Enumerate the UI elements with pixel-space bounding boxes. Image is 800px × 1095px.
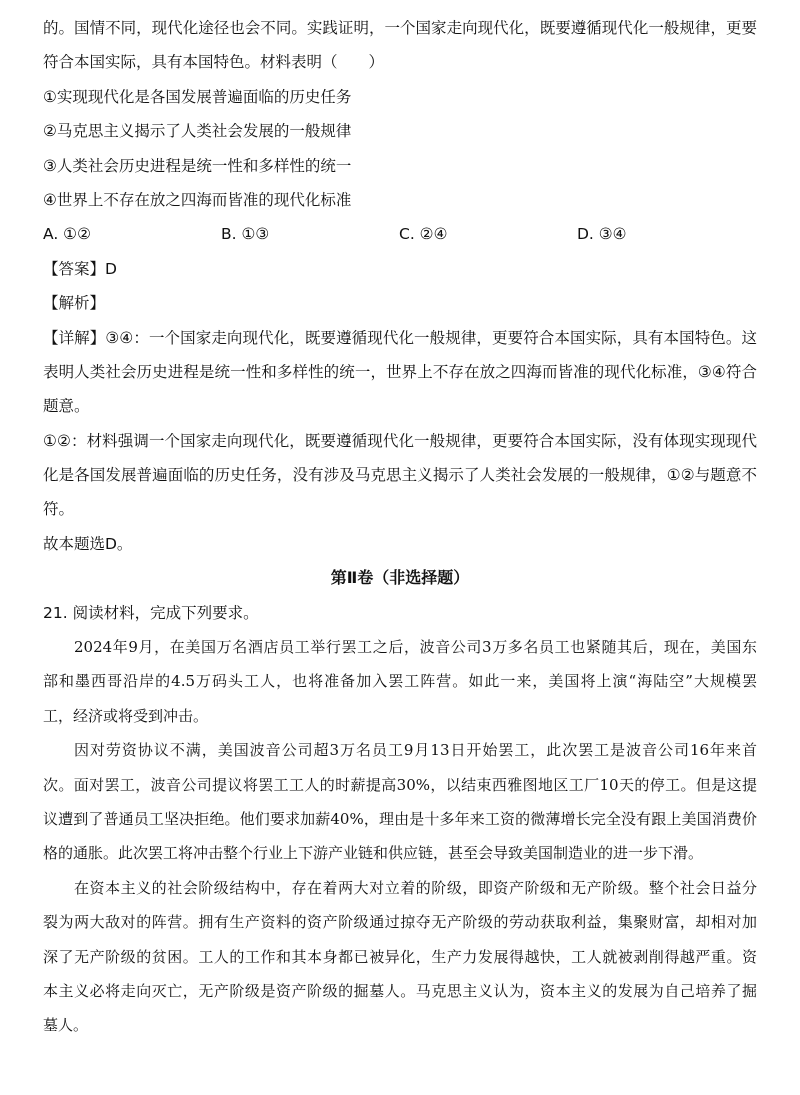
option-c: C. ②④ <box>399 225 448 244</box>
statement-4: ④世界上不存在放之四海而皆准的现代化标准 <box>43 190 352 209</box>
material-line: 墓人。 <box>43 1016 89 1035</box>
document-page <box>43 11 757 1043</box>
material-paragraph-1 <box>43 630 757 733</box>
option-d: D. ③④ <box>577 225 627 244</box>
statement-3: ③人类社会历史进程是统一性和多样性的统一 <box>43 156 352 175</box>
material-line: 工，经济或将受到冲击。 <box>43 706 209 725</box>
material-paragraph-2 <box>43 733 757 871</box>
material-line: 在资本主义的社会阶级结构中，存在着两大对立着的阶级，即资产阶级和无产阶级。整个社会日益分 <box>74 878 757 897</box>
statement-2: ②马克思主义揭示了人类社会发展的一般规律 <box>43 122 352 141</box>
analysis-label: 【解析】 <box>43 294 106 313</box>
material-line: 本主义必将走向灭亡，无产阶级是资产阶级的掘墓人。马克思主义认为，资本主义的发展为自己培养了掘 <box>43 981 757 1000</box>
material-line: 因对劳资协议不满，美国波音公司超3万名员工9月13日开始罢工，此次罢工是波音公司16年来首 <box>74 741 757 760</box>
question-stem-line: 符合本国实际，具有本国特色。材料表明（ ） <box>43 53 385 72</box>
detail-line: 符。 <box>43 500 75 519</box>
detail-line: 故本题选D。 <box>43 534 133 553</box>
detail-line: 【详解】③④：一个国家走向现代化，既要遵循现代化一般规律，更要符合本国实际，具有本国特色。这 <box>43 328 757 347</box>
material-paragraph-3 <box>43 871 757 1043</box>
statement-1: ①实现现代化是各国发展普遍面临的历史任务 <box>43 87 352 106</box>
material-line: 格的通胀。此次罢工将冲击整个行业上下游产业链和供应链，甚至会导致美国制造业的进一步下滑。 <box>43 844 704 863</box>
material-line: 深了无产阶级的贫困。工人的工作和其本身都已被异化，生产力发展得越快，工人就被剥削得越严重。资 <box>43 947 757 966</box>
material-line: 裂为两大敌对的阵营。拥有生产资料的资产阶级通过掠夺无产阶级的劳动获取利益，集聚财富，却相对加 <box>43 913 757 932</box>
detail-line: ①②：材料强调一个国家走向现代化，既要遵循现代化一般规律，更要符合本国实际，没有体现实现现代 <box>43 431 757 450</box>
option-a: A. ①② <box>43 225 91 244</box>
material-line: 议遭到了普通员工坚决拒绝。他们要求加薪40%，理由是十多年来工资的微薄增长完全没有跟上美国消费价 <box>43 809 757 828</box>
material-line: 次。面对罢工，波音公司提议将罢工工人的时薪提高30%，以结束西雅图地区工厂10天的停工。但是这提 <box>43 775 757 794</box>
detail-line: 表明人类社会历史进程是统一性和多样性的统一，世界上不存在放之四海而皆准的现代化标准，③④符合 <box>43 362 757 381</box>
question-stem-line: 的。国情不同，现代化途径也会不同。实践证明，一个国家走向现代化，既要遵循现代化一般规律，更要 <box>43 19 757 37</box>
section-title: 第Ⅱ卷（非选择题） <box>330 568 470 588</box>
option-b: B. ①③ <box>221 225 270 244</box>
detail-line: 化是各国发展普遍面临的历史任务，没有涉及马克思主义揭示了人类社会发展的一般规律，①②与题意不 <box>43 466 757 485</box>
answer: 【答案】D <box>43 259 117 278</box>
detail-line: 题意。 <box>43 397 90 416</box>
question-21-prompt: 21. 阅读材料，完成下列要求。 <box>43 603 259 622</box>
answer-options <box>43 217 757 251</box>
material-line: 2024年9月，在美国万名酒店员工举行罢工之后，波音公司3万多名员工也紧随其后，现在，美国东 <box>74 638 757 657</box>
material-line: 部和墨西哥沿岸的4.5万码头工人，也将准备加入罢工阵营。如此一来，美国将上演“海陆空”大规模罢 <box>43 672 757 691</box>
